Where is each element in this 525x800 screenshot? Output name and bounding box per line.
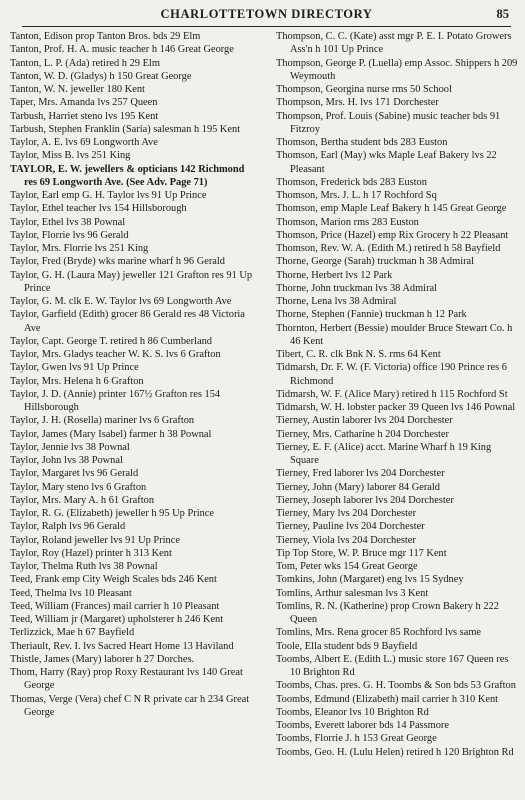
left-column	[10, 30, 253, 719]
directory-entry: Thompson, George P. (Luella) emp Assoc. Shippers h 209 Weymouth	[276, 57, 518, 82]
directory-entry: Tomlins, Mrs. Rena grocer 85 Rochford lvs same	[276, 627, 482, 639]
directory-entry: Terlizzick, Mae h 67 Bayfield	[10, 627, 135, 639]
directory-entry: Tidmarsh, W. H. lobster packer 39 Queen lvs 146 Pownal	[276, 402, 516, 413]
directory-entry: Tanton, Edison prop Tanton Bros. bds 29 Elm	[10, 31, 201, 42]
directory-entry: Taylor, Mrs. Helena h 6 Grafton	[10, 375, 144, 387]
directory-entry: Theriault, Rev. I. lvs Sacred Heart Home 13 Haviland	[10, 640, 234, 652]
directory-entry: Thistle, James (Mary) laborer h 27 Dorches.	[10, 653, 195, 665]
directory-entry: Taylor, Garfield (Edith) grocer 86 Gerald res 48 Victoria Ave	[10, 309, 245, 334]
directory-entry: Tierney, Mrs. Catharine h 204 Dorchester	[276, 428, 449, 440]
directory-entry: Taylor, Margaret lvs 96 Gerald	[10, 468, 139, 480]
directory-entry: Teed, Thelma lvs 10 Pleasant	[10, 587, 132, 599]
directory-entry: Tibert, C. R. clk Bnk N. S. rms 64 Kent	[276, 349, 441, 360]
directory-entry: Thorne, George (Sarah) truckman h 38 Admiral	[276, 256, 475, 268]
directory-entry: Tierney, Pauline lvs 204 Dorchester	[276, 521, 425, 533]
directory-entry: Thompson, Georgina nurse rms 50 School	[276, 84, 452, 95]
directory-entry: Tanton, L. P. (Ada) retired h 29 Elm	[10, 57, 160, 69]
directory-entry: Taylor, Jennie lvs 38 Pownal	[10, 441, 130, 453]
directory-entry: Taylor, Fred (Bryde) wks marine wharf h 96 Gerald	[10, 256, 225, 268]
directory-entry: Tom, Peter wks 154 Great George	[276, 561, 418, 572]
directory-entry: Tidmarsh, W. F. (Alice Mary) retired h 115 Rochford St	[276, 388, 508, 400]
directory-entry: Tomkins, John (Margaret) eng lvs 15 Sydney	[276, 574, 464, 586]
directory-entry: Taylor, Florrie lvs 96 Gerald	[10, 229, 129, 241]
directory-entry: Toombs, Eleanor lvs 10 Brighton Rd	[276, 706, 429, 718]
directory-entry: Tierney, Fred laborer lvs 204 Dorchester	[276, 468, 445, 480]
directory-entry: Thomson, Earl (May) wks Maple Leaf Bakery lvs 22 Pleasant	[276, 150, 497, 175]
directory-entry: Taylor, G. M. clk E. W. Taylor lvs 69 Longworth Ave	[10, 296, 232, 307]
directory-entry: Taper, Mrs. Amanda lvs 257 Queen	[10, 97, 158, 109]
directory-entry: Taylor, Mrs. Gladys teacher W. K. S. lvs 6 Grafton	[10, 349, 221, 360]
directory-entry: Taylor, Capt. George T. retired h 86 Cumberland	[10, 335, 212, 347]
directory-entry: Taylor, Ralph lvs 96 Gerald	[10, 521, 126, 533]
directory-entry: Thomas, Verge (Vera) chef C N R private car h 234 Great George	[10, 693, 250, 718]
directory-entry: Tanton, Prof. H. A. music teacher h 146 Great George	[10, 44, 234, 56]
directory-entry: Taylor, John lvs 38 Pownal	[10, 455, 123, 466]
directory-entry: Tanton, W. D. (Gladys) h 150 Great George	[10, 70, 192, 82]
directory-entry: Taylor, Mrs. Mary A. h 61 Grafton	[10, 494, 155, 506]
directory-entry: Toombs, Albert E. (Edith L.) music store 167 Queen res 10 Brighton Rd	[276, 653, 509, 678]
directory-entry: Tierney, Joseph laborer lvs 204 Dorchester	[276, 494, 454, 506]
directory-entry: Taylor, Miss B. lvs 251 King	[10, 150, 131, 162]
directory-entry: Tierney, Viola lvs 204 Dorchester	[276, 534, 416, 546]
directory-entry: Thorne, Herbert lvs 12 Park	[276, 269, 393, 281]
directory-entry: Thorne, Lena lvs 38 Admiral	[276, 296, 397, 307]
directory-entry: Taylor, Ethel teacher lvs 154 Hillsborough	[10, 203, 187, 215]
directory-entry: Tarbush, Harriet steno lvs 195 Kent	[10, 110, 159, 122]
directory-entry: Tierney, Austin laborer lvs 204 Dorchester	[276, 415, 453, 427]
directory-entry: Taylor, Roland jeweller lvs 91 Up Prince	[10, 534, 180, 546]
directory-entry: Taylor, James (Mary Isabel) farmer h 38 Pownal	[10, 428, 212, 440]
directory-entry: Taylor, Gwen lvs 91 Up Prince	[10, 362, 139, 374]
directory-entry: Tomlins, R. N. (Katherine) prop Crown Bakery h 222 Queen	[276, 600, 499, 625]
directory-entry: Toombs, Everett laborer bds 14 Passmore	[276, 720, 449, 731]
directory-entry: Teed, William jr (Margaret) upholsterer h 246 Kent	[10, 614, 224, 625]
directory-entry: Thomson, Marion rms 283 Euston	[276, 216, 419, 228]
directory-entry: Taylor, Ethel lvs 38 Pownal	[10, 216, 126, 228]
directory-entry: TAYLOR, E. W. jewellers & opticians 142 Richmond res 69 Longworth Ave. (See Adv. Page 71)	[10, 163, 245, 188]
directory-entry: Taylor, R. G. (Elizabeth) jeweller h 95 Up Prince	[10, 508, 215, 519]
right-column	[276, 30, 520, 759]
directory-entry: Taylor, G. H. (Laura May) jeweller 121 Grafton res 91 Up Prince	[10, 269, 253, 294]
directory-entry: Tarbush, Stephen Franklin (Saria) salesman h 195 Kent	[10, 123, 241, 135]
directory-entry: Taylor, Thelma Ruth lvs 38 Pownal	[10, 561, 158, 572]
directory-entry: Thorne, Stephen (Fannie) truckman h 12 Park	[276, 309, 467, 321]
directory-entry: Thompson, Prof. Louis (Sabine) music teacher bds 91 Fitzroy	[276, 110, 501, 135]
directory-entry: Taylor, A. E. lvs 69 Longworth Ave	[10, 137, 158, 148]
directory-entry: Thompson, C. C. (Kate) asst mgr P. E. I. Potato Growers Ass'n h 101 Up Prince	[276, 31, 512, 56]
directory-entry: Taylor, Mrs. Florrie lvs 251 King	[10, 243, 149, 254]
directory-entry: Taylor, Earl emp G. H. Taylor lvs 91 Up Prince	[10, 190, 207, 201]
directory-entry: Teed, Frank emp City Weigh Scales bds 246 Kent	[10, 574, 217, 586]
directory-entry: Teed, William (Frances) mail carrier h 10 Pleasant	[10, 600, 220, 612]
page-number: 85	[496, 7, 509, 21]
directory-entry: Thompson, Mrs. H. lvs 171 Dorchester	[276, 97, 439, 109]
directory-entry: Taylor, Roy (Hazel) printer h 313 Kent	[10, 547, 172, 559]
directory-entry: Thomson, Mrs. J. L. h 17 Rochford Sq	[276, 190, 437, 201]
directory-entry: Thomson, Rev. W. A. (Edith M.) retired h 58 Bayfield	[276, 243, 501, 254]
directory-entry: Thomson, Price (Hazel) emp Rix Grocery h 22 Pleasant	[276, 229, 509, 241]
directory-entry: Toombs, Florrie J. h 153 Great George	[276, 733, 437, 745]
directory-entry: Taylor, Mary steno lvs 6 Grafton	[10, 481, 147, 493]
directory-entry: Thorne, John truckman lvs 38 Admiral	[276, 282, 438, 294]
directory-entry: Thomson, Frederick bds 283 Euston	[276, 176, 427, 188]
directory-entry: Taylor, J. H. (Rosella) mariner lvs 6 Grafton	[10, 415, 195, 427]
directory-entry: Toombs, Edmund (Elizabeth) mail carrier h 310 Kent	[276, 693, 499, 705]
directory-entry: Tidmarsh, Dr. F. W. (F. Victoria) office 190 Prince res 6 Richmond	[276, 362, 507, 387]
directory-entry: Toombs, Chas. pres. G. H. Toombs & Son bds 53 Grafton	[276, 680, 516, 692]
directory-entry: Toombs, Geo. H. (Lulu Helen) retired h 120 Brighton Rd	[276, 746, 514, 758]
directory-entry: Tip Top Store, W. P. Bruce mgr 117 Kent	[276, 547, 447, 559]
directory-entry: Tierney, E. F. (Alice) acct. Marine Wharf h 19 King Square	[276, 441, 492, 466]
directory-entry: Taylor, J. D. (Annie) printer 167½ Grafton res 154 Hillsborough	[10, 388, 221, 413]
directory-entry: Toole, Ella student bds 9 Bayfield	[276, 640, 418, 652]
directory-entry: Thomson, Bertha student bds 283 Euston	[276, 137, 448, 148]
directory-entry: Thomson, emp Maple Leaf Bakery h 145 Great George	[276, 203, 507, 215]
directory-entry: Tanton, W. N. jeweller 180 Kent	[10, 84, 145, 95]
directory-entry: Thom, Harry (Ray) prop Roxy Restaurant lvs 140 Great George	[10, 667, 243, 692]
directory-entry: Tomlins, Arthur salesman lvs 3 Kent	[276, 587, 429, 599]
directory-entry: Thornton, Herbert (Bessie) moulder Bruce Stewart Co. h 46 Kent	[276, 322, 513, 347]
page-header	[22, 6, 511, 27]
directory-entry: Tierney, Mary lvs 204 Dorchester	[276, 508, 417, 519]
directory-entry: Tierney, John (Mary) laborer 84 Gerald	[276, 481, 440, 493]
directory-title: CHARLOTTETOWN DIRECTORY	[160, 7, 373, 21]
